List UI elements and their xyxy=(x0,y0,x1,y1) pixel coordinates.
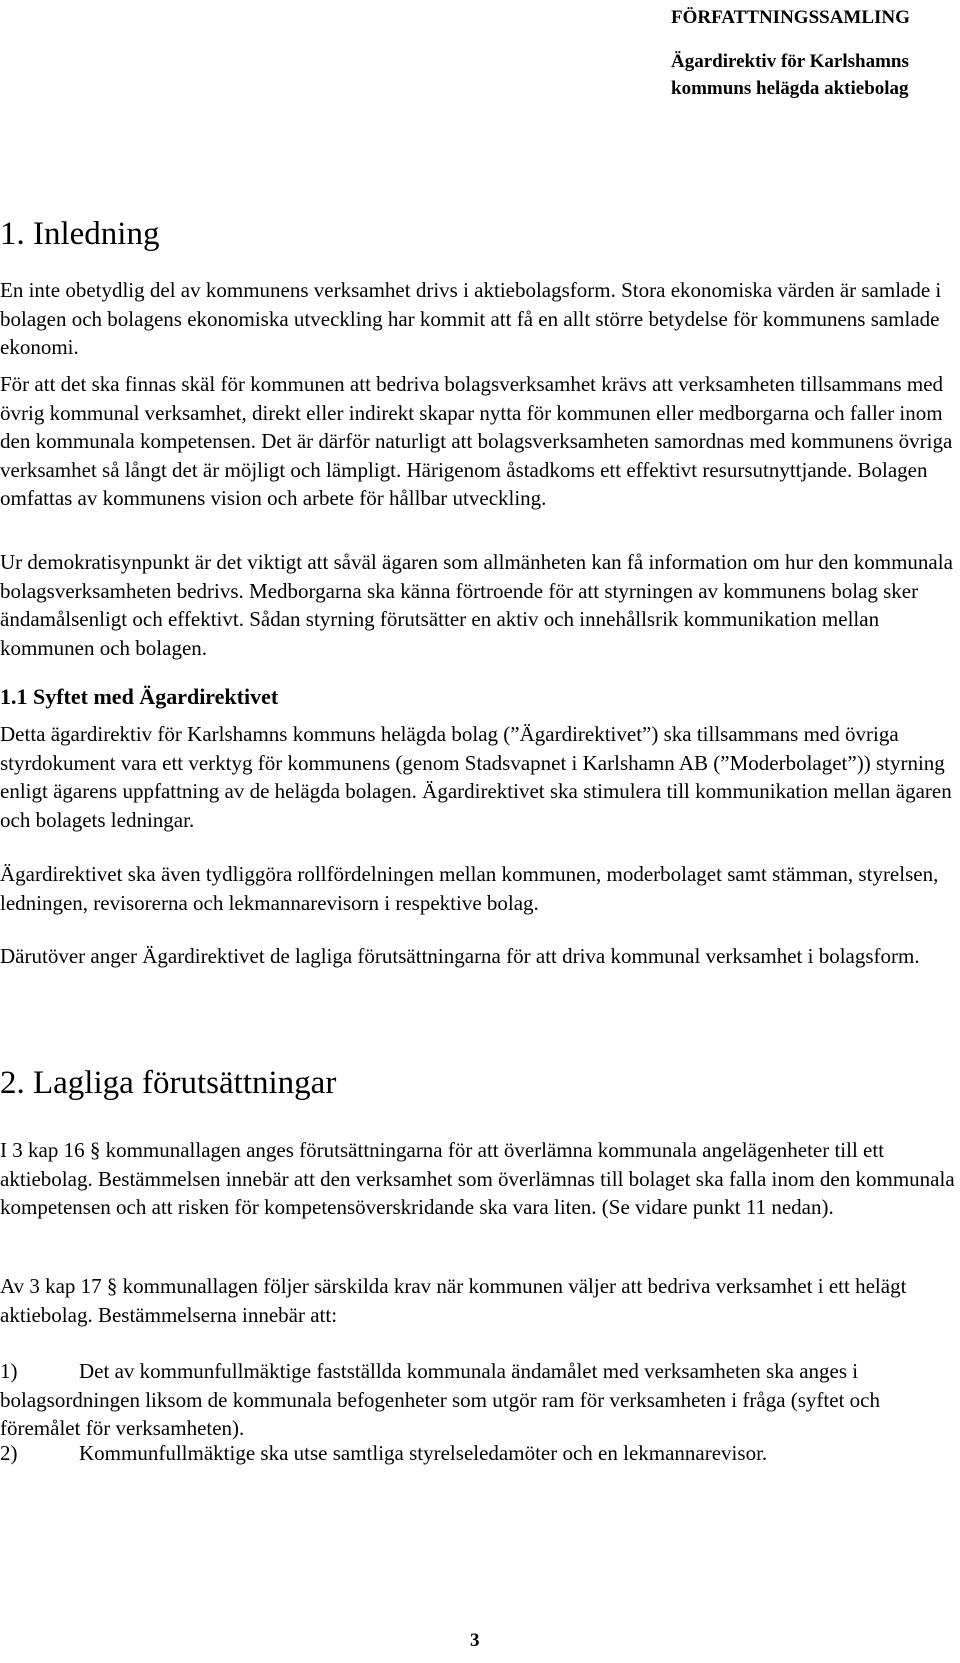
list-text: Kommunfullmäktige ska utse samtliga styrelseledamöter och en lekmannarevisor. xyxy=(79,1441,768,1465)
collection-title: FÖRFATTNINGSSAMLING xyxy=(671,7,910,28)
heading-introduction: 1. Inledning xyxy=(0,216,160,252)
heading-purpose: 1.1 Syftet med Ägardirektivet xyxy=(0,684,279,709)
list-item xyxy=(0,1357,955,1443)
list-item xyxy=(0,1439,955,1468)
list-number: 1) xyxy=(0,1359,18,1383)
list-text: Det av kommunfullmäktige fastställda kommunala ändamålet med verksamheten ska anges i bolagsordningen liksom de kommunala befogenheter som utgör ram för verksamheten i fråga (syftet och föremålet för verksamheten). xyxy=(0,1359,880,1441)
paragraph: För att det ska finnas skäl för kommunen att bedriva bolagsverksamhet krävs att verksamheten tillsammans med övrig kommunal verksamhet, direkt eller indirekt skapar nytta för kommunen eller medborgarna och faller inom den kommunala kompetensen. Det är därför naturligt att bolagsverksamheten samordnas med kommunens övriga verksamhet så långt det är möjligt och lämpligt. Härigenom åstadkoms ett effektivt resursutnyttjande. Bolagen omfattas av kommunens vision och arbete för hållbar utveckling. xyxy=(0,372,953,511)
document-subtitle: Ägardirektiv för Karlshamns kommuns helägda aktiebolag xyxy=(671,51,909,99)
page-number: 3 xyxy=(470,1630,480,1651)
paragraph: Detta ägardirektiv för Karlshamns kommuns helägda bolag (”Ägardirektivet”) ska tillsammans med övriga styrdokument vara ett verktyg för kommunens (genom Stadsvapnet i Karlshamn AB (”Moderbolaget”)) styrning enligt ägarens uppfattning av de helägda bolagen. Ägardirektivet ska stimulera till kommunikation mellan ägaren och bolagets ledningar. xyxy=(0,722,952,832)
paragraph: En inte obetydlig del av kommunens verksamhet drivs i aktiebolagsform. Stora ekonomiska värden är samlade i bolagen och bolagens ekonomiska utveckling har kommit att få en allt större betydelse för kommunens samlade ekonomi. xyxy=(0,278,942,360)
list-number: 2) xyxy=(0,1441,18,1465)
paragraph: Av 3 kap 17 § kommunallagen följer särskilda krav när kommunen väljer att bedriva verksamhet i ett helägt aktiebolag. Bestämmelserna innebär att: xyxy=(0,1274,907,1327)
paragraph: I 3 kap 16 § kommunallagen anges förutsättningarna för att överlämna kommunala angelägenheter till ett aktiebolag. Bestämmelsen innebär att den verksamhet som överlämnas till bolaget ska falla inom den kommunala kompetensen och att risken för kompetensöverskridande ska vara liten. (Se vidare punkt 11 nedan). xyxy=(0,1138,955,1220)
paragraph: Därutöver anger Ägardirektivet de lagliga förutsättningarna för att driva kommunal verksamhet i bolagsform. xyxy=(0,944,920,968)
heading-legal-conditions: 2. Lagliga förutsättningar xyxy=(0,1065,337,1101)
paragraph: Ur demokratisynpunkt är det viktigt att såväl ägaren som allmänheten kan få information om hur den kommunala bolagsverksamheten bedrivs. Medborgarna ska känna förtroende för att styrningen av kommunens bolag sker ändamålsenligt och effektivt. Sådan styrning förutsätter en aktiv och innehållsrik kommunikation mellan kommunen och bolagen. xyxy=(0,550,953,660)
paragraph: Ägardirektivet ska även tydliggöra rollfördelningen mellan kommunen, moderbolaget samt stämman, styrelsen, ledningen, revisorerna och lekmannarevisorn i respektive bolag. xyxy=(0,862,939,915)
